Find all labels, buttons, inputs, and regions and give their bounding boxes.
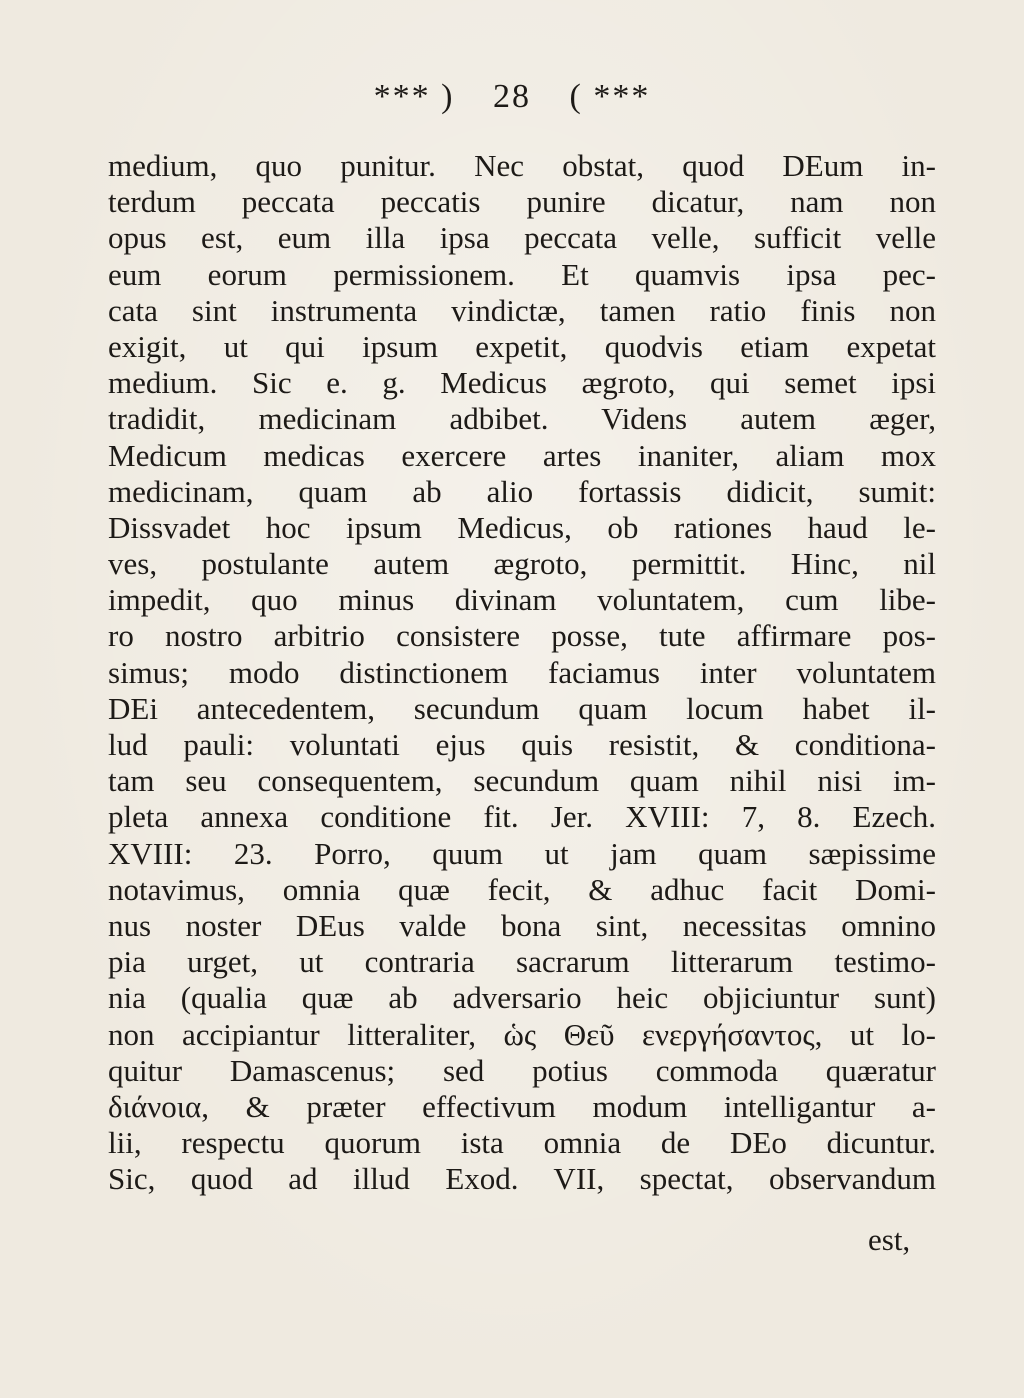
text-line: nus noster DEus valde bona sint, necessitas omnino (108, 907, 936, 943)
text-line: quitur Damascenus; sed potius commoda quæratur (108, 1052, 936, 1088)
text-line: medicinam, quam ab alio fortassis didicit, sumit: (108, 473, 936, 509)
text-line: pia urget, ut contraria sacrarum litterarum testimo- (108, 944, 936, 980)
text-line: eum eorum permissionem. Et quamvis ipsa pec- (108, 256, 936, 292)
text-line: impedit, quo minus divinam voluntatem, cum libe- (108, 582, 936, 618)
catchword: est, (868, 1222, 911, 1257)
text-line: lii, respectu quorum ista omnia de DEo dicuntur. (108, 1125, 936, 1161)
text-line: DEi antecedentem, secundum quam locum habet il- (108, 690, 936, 726)
text-line: pleta annexa conditione fit. Jer. XVIII: 7, 8. Ezech. (108, 799, 936, 835)
text-line: non accipiantur litteraliter, ὡς Θεῦ ενεργήσαντος, ut lo- (108, 1016, 936, 1052)
text-line: lud pauli: voluntati ejus quis resistit, & conditiona- (108, 727, 936, 762)
body-text (108, 148, 936, 1197)
text-line: Medicum medicas exercere artes inaniter, aliam mox (108, 437, 936, 473)
text-line: terdum peccata peccatis punire dicatur, nam non (108, 184, 936, 220)
text-line: tam seu consequentem, secundum quam nihil nisi im- (108, 763, 936, 799)
text-line: XVIII: 23. Porro, quum ut jam quam sæpissime (108, 835, 936, 871)
page-number: 28 (493, 78, 531, 115)
text-line: tradidit, medicinam adbibet. Videns autem æger, (108, 401, 936, 437)
text-line: Dissvadet hoc ipsum Medicus, ob rationes haud le- (108, 509, 936, 545)
text-line: διάνοια, & præter effectivum modum intelligantur a- (108, 1088, 936, 1124)
text-line: Sic, quod ad illud Exod. VII, spectat, observandum (108, 1161, 936, 1197)
text-line: ves, postulante autem ægroto, permittit. Hinc, nil (108, 546, 936, 582)
header-ornament-left: *** ) (373, 78, 455, 115)
text-line: medium. Sic e. g. Medicus ægroto, qui semet ipsi (108, 365, 936, 401)
text-line: simus; modo distinctionem faciamus inter voluntatem (108, 654, 936, 690)
text-line: exigit, ut qui ipsum expetit, quodvis etiam expetat (108, 328, 936, 364)
page-header (0, 78, 1024, 116)
text-line: cata sint instrumenta vindictæ, tamen ratio finis non (108, 292, 936, 328)
text-line: ro nostro arbitrio consistere posse, tute affirmare pos- (108, 618, 936, 654)
text-line: opus est, eum illa ipsa peccata velle, sufficit velle (108, 220, 936, 256)
header-ornament-right: ( *** (569, 78, 651, 115)
text-line: notavimus, omnia quæ fecit, & adhuc facit Domi- (108, 871, 936, 907)
text-line: nia (qualia quæ ab adversario heic objiciuntur sunt) (108, 980, 936, 1016)
text-line: medium, quo punitur. Nec obstat, quod DEum in- (108, 148, 936, 183)
